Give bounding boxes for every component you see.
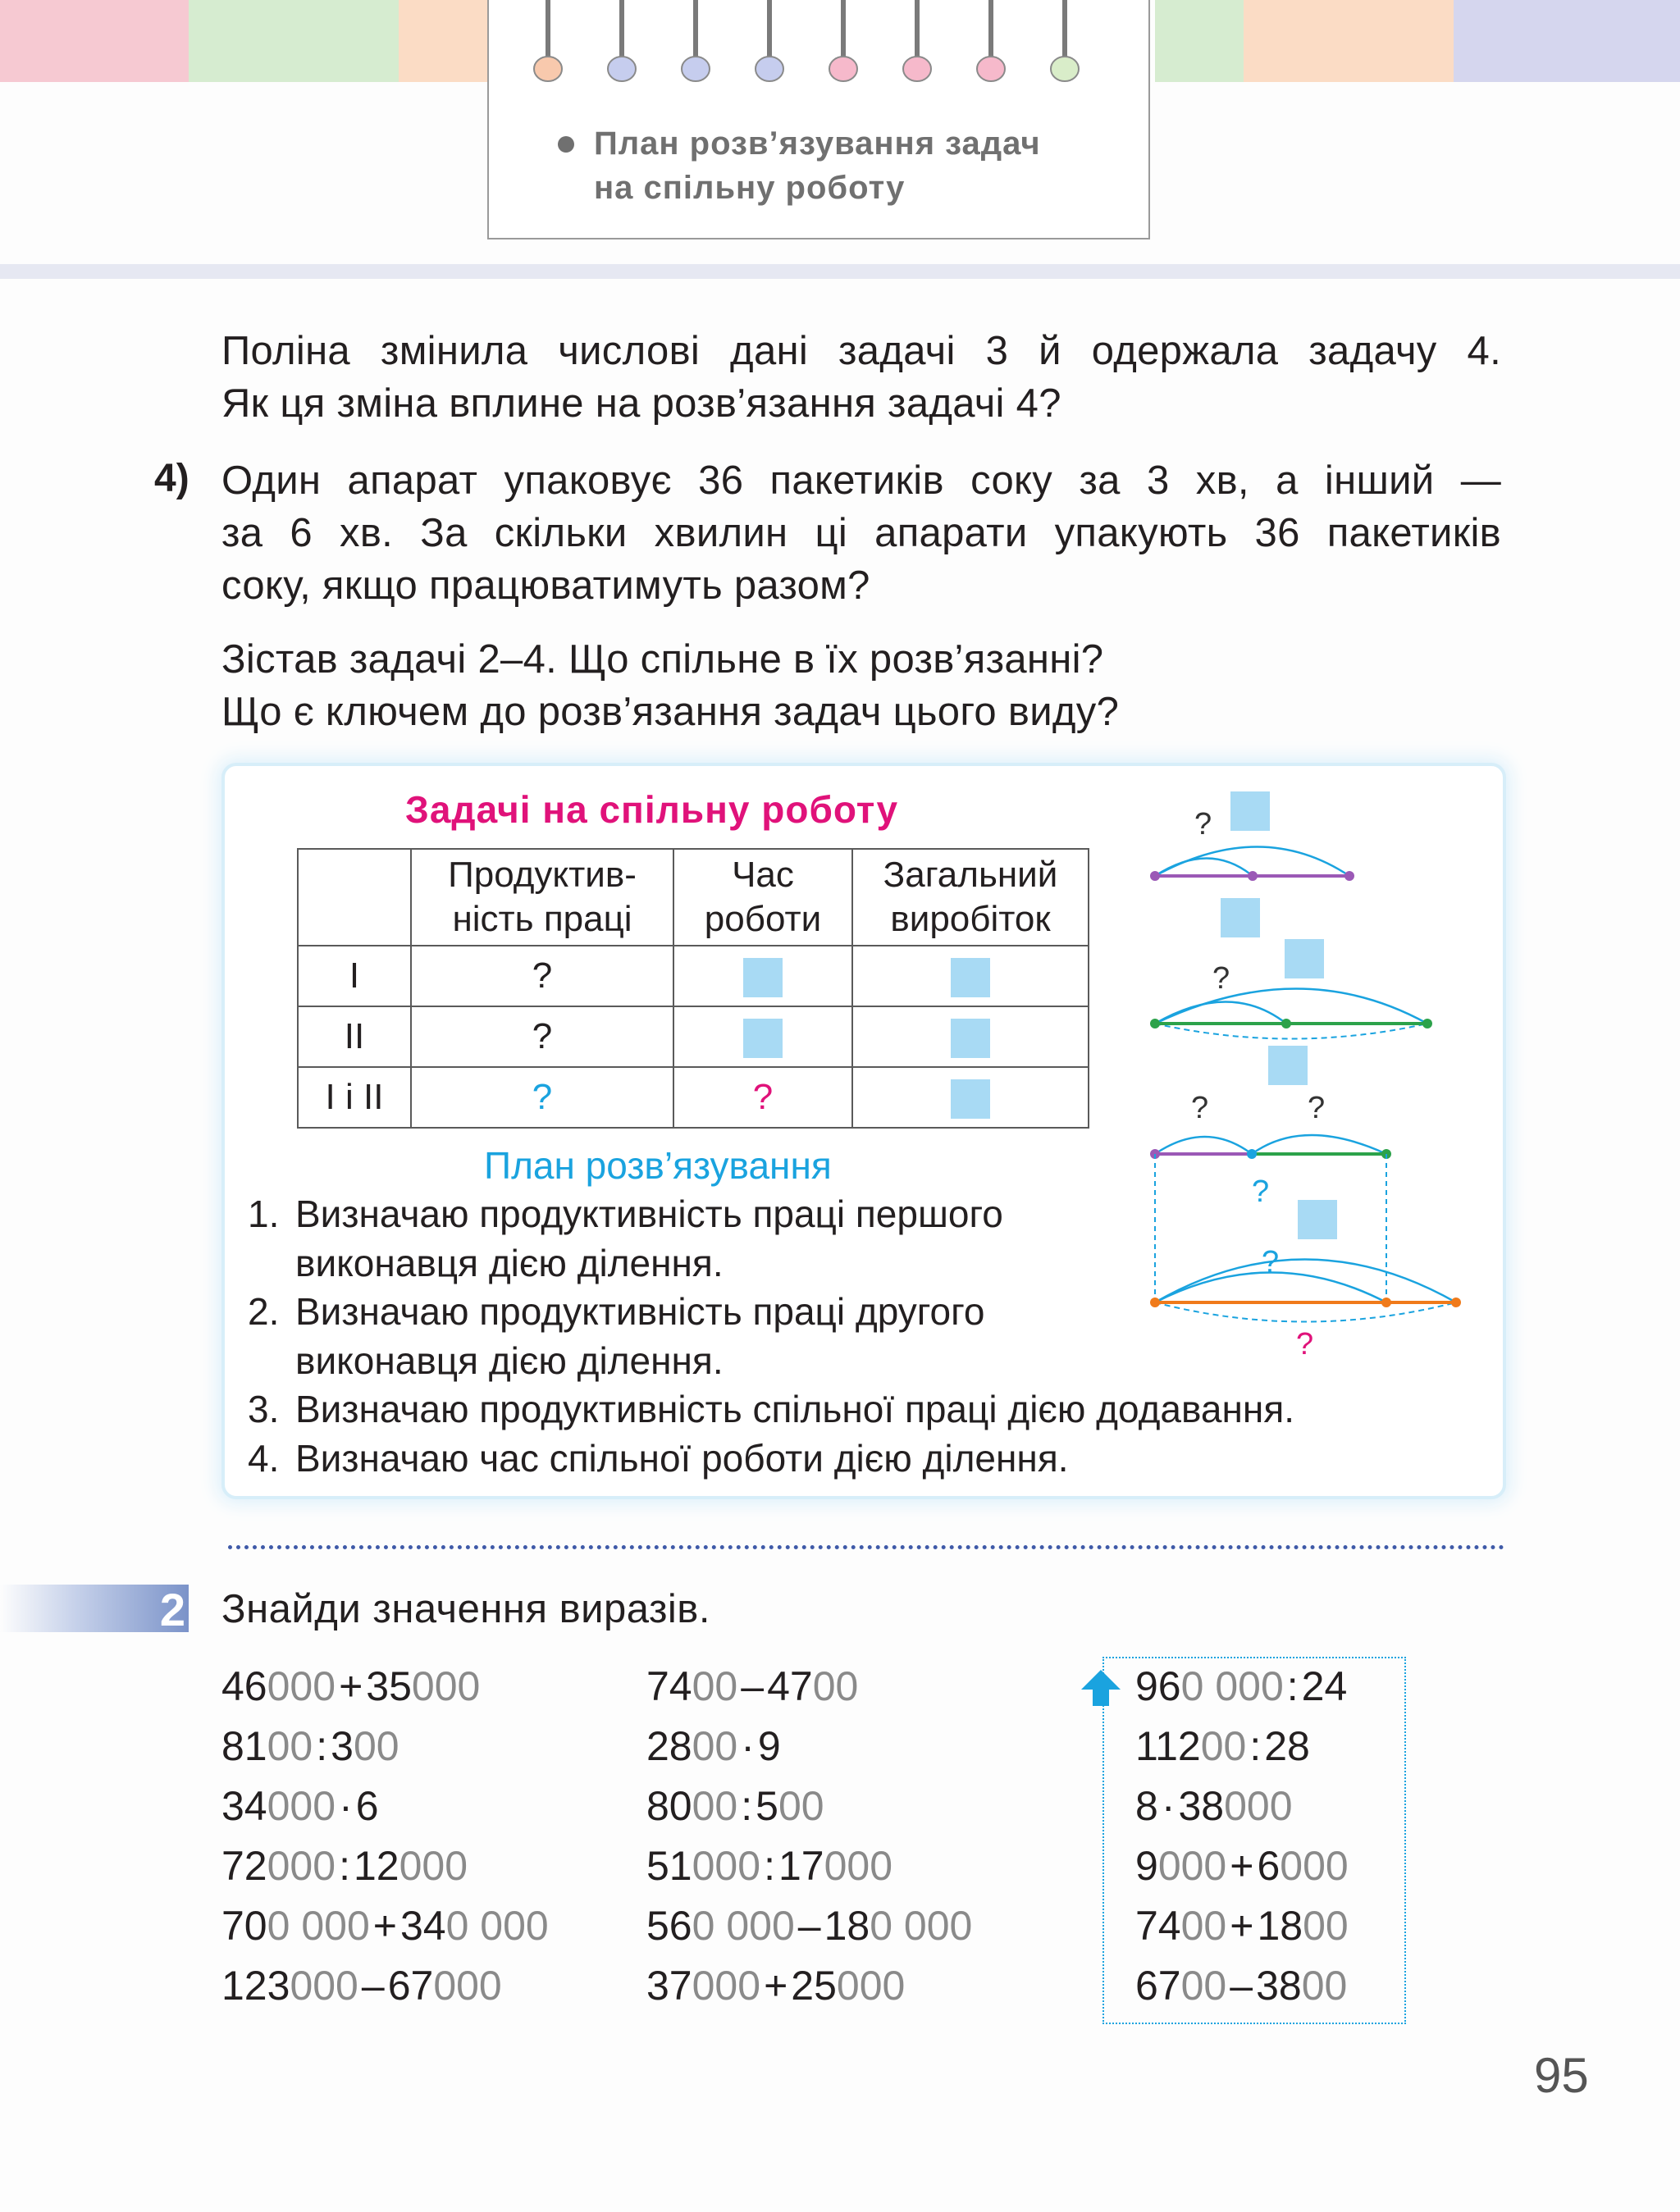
expression — [221, 1896, 549, 1956]
intro-line-1: Поліна змінила числові дані задачі 3 й одержала задачу 4. — [221, 329, 1501, 373]
section-divider — [228, 1545, 1504, 1549]
step-number: 4. — [248, 1437, 280, 1480]
expression — [646, 1776, 972, 1836]
operand: 38 — [1256, 1963, 1302, 2009]
operator: + — [1230, 1903, 1254, 1949]
operator: · — [1161, 1783, 1176, 1829]
header-text: Час — [732, 855, 794, 895]
topic-line-2: на спільну роботу — [594, 170, 906, 206]
expression — [646, 1717, 972, 1776]
blank-square — [1285, 939, 1324, 978]
operand: 6 — [1257, 1843, 1281, 1889]
diagram-question: ? — [1194, 807, 1212, 841]
plan-step — [248, 1287, 985, 1385]
operand: 112 — [1135, 1723, 1201, 1769]
operator: – — [797, 1903, 821, 1949]
plan-title: План розв’язування — [484, 1144, 832, 1187]
task-number-tab — [0, 1584, 189, 1635]
table-cell — [852, 1067, 1089, 1128]
expression — [1135, 1657, 1349, 1717]
step-text: Визначаю продуктивність праці другого — [295, 1290, 985, 1333]
operand: 00 — [267, 1723, 313, 1769]
operand: 47 — [767, 1663, 813, 1709]
expression — [221, 1836, 549, 1896]
operator: + — [339, 1663, 363, 1709]
step-text: Визначаю час спільної роботи дією ділення. — [295, 1437, 1069, 1480]
topic-line-1: План розв’язування задач — [594, 125, 1041, 162]
table-cell: ? — [673, 1067, 852, 1128]
operand: 000 — [290, 1963, 358, 2009]
plan-step — [248, 1384, 1294, 1434]
expression — [1135, 1956, 1349, 2016]
expression — [221, 1717, 549, 1776]
operand: 34 — [221, 1783, 267, 1829]
operand: 67 — [1135, 1963, 1181, 2009]
task4-line-2: за 6 хв. За скільки хвилин ці апарати упакують 36 пакетиків — [221, 511, 1501, 555]
operand: 123 — [221, 1963, 290, 2009]
table-row — [298, 946, 1089, 1006]
ring-icon — [901, 0, 934, 85]
operand: 6 — [355, 1783, 379, 1829]
operand: 00 — [1200, 1723, 1247, 1769]
table-row — [298, 1006, 1089, 1067]
diagram-question: ? — [1191, 1091, 1209, 1125]
operand: 38 — [1178, 1783, 1225, 1829]
operand: 0 000 — [1180, 1663, 1284, 1709]
expression — [1135, 1896, 1349, 1956]
task4-line-3: соку, якщо працюватимуть разом? — [221, 563, 870, 608]
operand: 0 000 — [692, 1903, 795, 1949]
row-label: І і ІІ — [298, 1067, 411, 1128]
operand: 9 — [1135, 1843, 1158, 1889]
operand: 96 — [1135, 1663, 1181, 1709]
expression — [646, 1956, 972, 2016]
info-box-title: Задачі на спільну роботу — [405, 788, 899, 831]
expression — [1135, 1717, 1349, 1776]
operand: 000 — [692, 1843, 761, 1889]
header-text: Загальний — [883, 855, 1058, 895]
work-table — [297, 848, 1089, 1129]
segment-diagrams — [1140, 783, 1485, 1366]
operand: 18 — [824, 1903, 870, 1949]
operand: 8 — [1135, 1783, 1158, 1829]
table-row — [298, 1067, 1089, 1128]
blank-square — [1298, 1200, 1337, 1239]
expression-column — [1135, 1657, 1349, 2016]
blank-square — [951, 958, 990, 997]
table-header — [411, 849, 673, 946]
ring-icon — [605, 0, 638, 85]
expression — [1135, 1776, 1349, 1836]
table-cell: ? — [411, 1067, 673, 1128]
operand: 35 — [366, 1663, 412, 1709]
operator: : — [741, 1783, 753, 1829]
operand: 00 — [353, 1723, 399, 1769]
operator: : — [1286, 1663, 1299, 1709]
operand: 0 000 — [870, 1903, 973, 1949]
step-text: виконавця дією ділення. — [295, 1339, 724, 1382]
operator: – — [1230, 1963, 1253, 2009]
operator: · — [741, 1723, 755, 1769]
step-text: виконавця дією ділення. — [295, 1242, 724, 1284]
header-text: роботи — [704, 899, 822, 939]
operator: · — [339, 1783, 353, 1829]
operand: 000 — [433, 1963, 502, 2009]
step-number: 1. — [248, 1193, 280, 1235]
operator: : — [339, 1843, 350, 1889]
blank-square — [1230, 791, 1270, 831]
operand: 74 — [1135, 1903, 1181, 1949]
table-cell: ? — [411, 946, 673, 1006]
operator: : — [764, 1843, 775, 1889]
operand: 000 — [1224, 1783, 1293, 1829]
task-number: 4) — [154, 457, 189, 500]
operand: 25 — [791, 1963, 837, 2009]
compare-line-2: Що є ключем до розв’язання задач цього виду? — [221, 690, 1120, 734]
row-label: І — [298, 946, 411, 1006]
expression — [221, 1956, 549, 2016]
band-stripe — [1454, 0, 1680, 82]
blank-square — [1268, 1046, 1308, 1085]
expression — [646, 1836, 972, 1896]
operand: 000 — [267, 1663, 336, 1709]
operand: 56 — [646, 1903, 692, 1949]
operator: + — [372, 1903, 397, 1949]
operand: 000 — [411, 1663, 481, 1709]
blank-square — [951, 1019, 990, 1058]
operator: : — [1249, 1723, 1262, 1769]
operand: 12 — [353, 1843, 399, 1889]
operator: + — [1230, 1843, 1254, 1889]
ring-icon — [753, 0, 786, 85]
operator: – — [741, 1663, 765, 1709]
operand: 00 — [692, 1723, 738, 1769]
operand: 67 — [387, 1963, 434, 2009]
ring-icon — [827, 0, 860, 85]
operand: 81 — [221, 1723, 267, 1769]
operand: 80 — [646, 1783, 692, 1829]
operand: 28 — [1264, 1723, 1310, 1769]
ring-icon — [1048, 0, 1081, 85]
operand: 34 — [399, 1903, 446, 1949]
operator: : — [316, 1723, 328, 1769]
band-stripe — [1244, 0, 1454, 82]
operand: 000 — [1280, 1843, 1349, 1889]
operand: 00 — [1303, 1903, 1349, 1949]
table-corner — [298, 849, 411, 946]
expression — [1135, 1836, 1349, 1896]
operand: 000 — [692, 1963, 761, 2009]
operand: 000 — [267, 1843, 336, 1889]
blank-square — [951, 1079, 990, 1119]
page-number: 95 — [1534, 2048, 1589, 2103]
table-cell — [852, 946, 1089, 1006]
operand: 00 — [692, 1783, 738, 1829]
row-label: ІІ — [298, 1006, 411, 1067]
compare-line-1: Зістав задачі 2–4. Що спільне в їх розв’язанні? — [221, 637, 1104, 682]
operand: 37 — [646, 1963, 692, 2009]
diagram-question: ? — [1252, 1174, 1270, 1209]
operand: 000 — [399, 1843, 468, 1889]
task2-instruction: Знайди значення виразів. — [221, 1587, 710, 1631]
operand: 5 — [756, 1783, 778, 1829]
plan-step — [248, 1434, 1069, 1483]
operand: 000 — [836, 1963, 906, 2009]
operand: 00 — [778, 1783, 824, 1829]
table-cell: ? — [411, 1006, 673, 1067]
operand: 000 — [1157, 1843, 1227, 1889]
intro-line-2: Як ця зміна вплине на розв’язання задачі 4? — [221, 381, 1061, 426]
expression-column — [646, 1657, 972, 2016]
blank-square — [743, 1019, 783, 1058]
up-arrow-icon — [1080, 1668, 1122, 1708]
header-text: виробіток — [890, 899, 1051, 939]
operand: 46 — [221, 1663, 267, 1709]
step-number: 3. — [248, 1388, 280, 1430]
operand: 72 — [221, 1843, 267, 1889]
table-cell — [673, 946, 852, 1006]
operand: 00 — [692, 1663, 738, 1709]
operand: 00 — [1180, 1903, 1227, 1949]
ring-icon — [679, 0, 712, 85]
plan-step — [248, 1189, 1003, 1288]
operand: 000 — [267, 1783, 336, 1829]
operand: 0 000 — [445, 1903, 549, 1949]
step-text: Визначаю продуктивність спільної праці дією додавання. — [295, 1388, 1295, 1430]
operand: 00 — [812, 1663, 859, 1709]
header-divider — [0, 264, 1680, 279]
band-stripe — [189, 0, 399, 82]
task4-line-1: Один апарат упаковує 36 пакетиків соку за 3 хв, а інший — — [221, 458, 1501, 503]
ring-icon — [975, 0, 1007, 85]
operand: 51 — [646, 1843, 692, 1889]
ring-icon — [532, 0, 564, 85]
expression — [646, 1896, 972, 1956]
operand: 17 — [778, 1843, 824, 1889]
topic-label — [558, 121, 1132, 210]
header-text: ність праці — [452, 899, 632, 939]
blank-square — [1221, 898, 1260, 937]
operand: 9 — [757, 1723, 781, 1769]
operand: 24 — [1301, 1663, 1348, 1709]
bullet-icon — [558, 136, 574, 153]
step-text: Визначаю продуктивність праці першого — [295, 1193, 1003, 1235]
blank-square — [743, 958, 783, 997]
operand: 28 — [646, 1723, 692, 1769]
step-number: 2. — [248, 1290, 280, 1333]
operator: + — [764, 1963, 788, 2009]
header-text: Продуктив- — [448, 855, 637, 895]
expression-column — [221, 1657, 549, 2016]
expression — [221, 1657, 549, 1717]
operand: 74 — [646, 1663, 692, 1709]
operand: 000 — [824, 1843, 893, 1889]
table-header — [673, 849, 852, 946]
expression — [646, 1657, 972, 1717]
table-header — [852, 849, 1089, 946]
diagram-question: ? — [1262, 1245, 1280, 1279]
diagram-question: ? — [1308, 1091, 1326, 1125]
diagram-question: ? — [1296, 1327, 1314, 1361]
operator: – — [361, 1963, 385, 2009]
expression — [221, 1776, 549, 1836]
operand: 18 — [1257, 1903, 1303, 1949]
task-number: 2 — [159, 1584, 185, 1635]
operand: 0 000 — [267, 1903, 370, 1949]
table-cell — [852, 1006, 1089, 1067]
table-cell — [673, 1006, 852, 1067]
band-stripe — [0, 0, 189, 82]
operand: 3 — [331, 1723, 354, 1769]
band-stripe — [1155, 0, 1244, 82]
operand: 00 — [1180, 1963, 1227, 2009]
operand: 00 — [1301, 1963, 1348, 2009]
diagram-question: ? — [1212, 961, 1230, 996]
operand: 70 — [221, 1903, 267, 1949]
